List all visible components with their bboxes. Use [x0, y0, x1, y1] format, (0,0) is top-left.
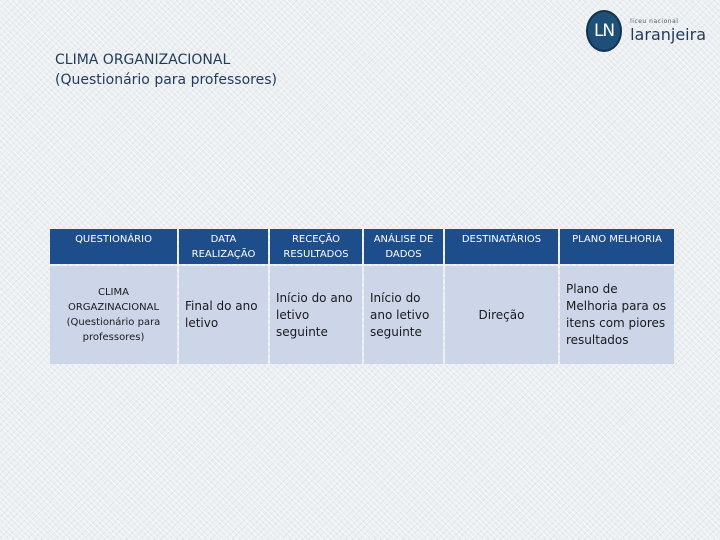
cell-questionario: CLIMA ORGAZINACIONAL (Questionário para professores): [50, 266, 177, 364]
column-header-destinatarios: DESTINATÁRIOS: [445, 229, 558, 264]
table-header-row: [50, 229, 674, 264]
page-title: CLIMA ORGANIZACIONAL: [55, 52, 231, 68]
schedule-table: [48, 227, 676, 366]
school-logo: [586, 8, 706, 54]
logo-name: laranjeira: [630, 25, 706, 44]
column-header-plano-melhoria: PLANO MELHORIA: [560, 229, 674, 264]
logo-mark-icon: LN: [586, 10, 622, 52]
page-subtitle: (Questionário para professores): [55, 72, 277, 88]
column-header-data-realizacao: DATA REALIZAÇÃO: [179, 229, 268, 264]
title-block: [55, 50, 277, 90]
column-header-rececao-resultados: RECEÇÃO RESULTADOS: [270, 229, 362, 264]
cell-analise-dados: Início do ano letivo seguinte: [364, 266, 443, 364]
logo-small-text: liceu nacional: [630, 18, 679, 25]
column-header-analise-dados: ANÁLISE DE DADOS: [364, 229, 443, 264]
column-header-questionario: QUESTIONÁRIO: [50, 229, 177, 264]
cell-plano-melhoria: Plano de Melhoria para os itens com piores resultados: [560, 266, 674, 364]
cell-destinatarios: Direção: [445, 266, 558, 364]
table-row: [50, 266, 674, 364]
cell-data-realizacao: Final do ano letivo: [179, 266, 268, 364]
logo-text: [630, 18, 706, 44]
cell-rececao-resultados: Início do ano letivo seguinte: [270, 266, 362, 364]
